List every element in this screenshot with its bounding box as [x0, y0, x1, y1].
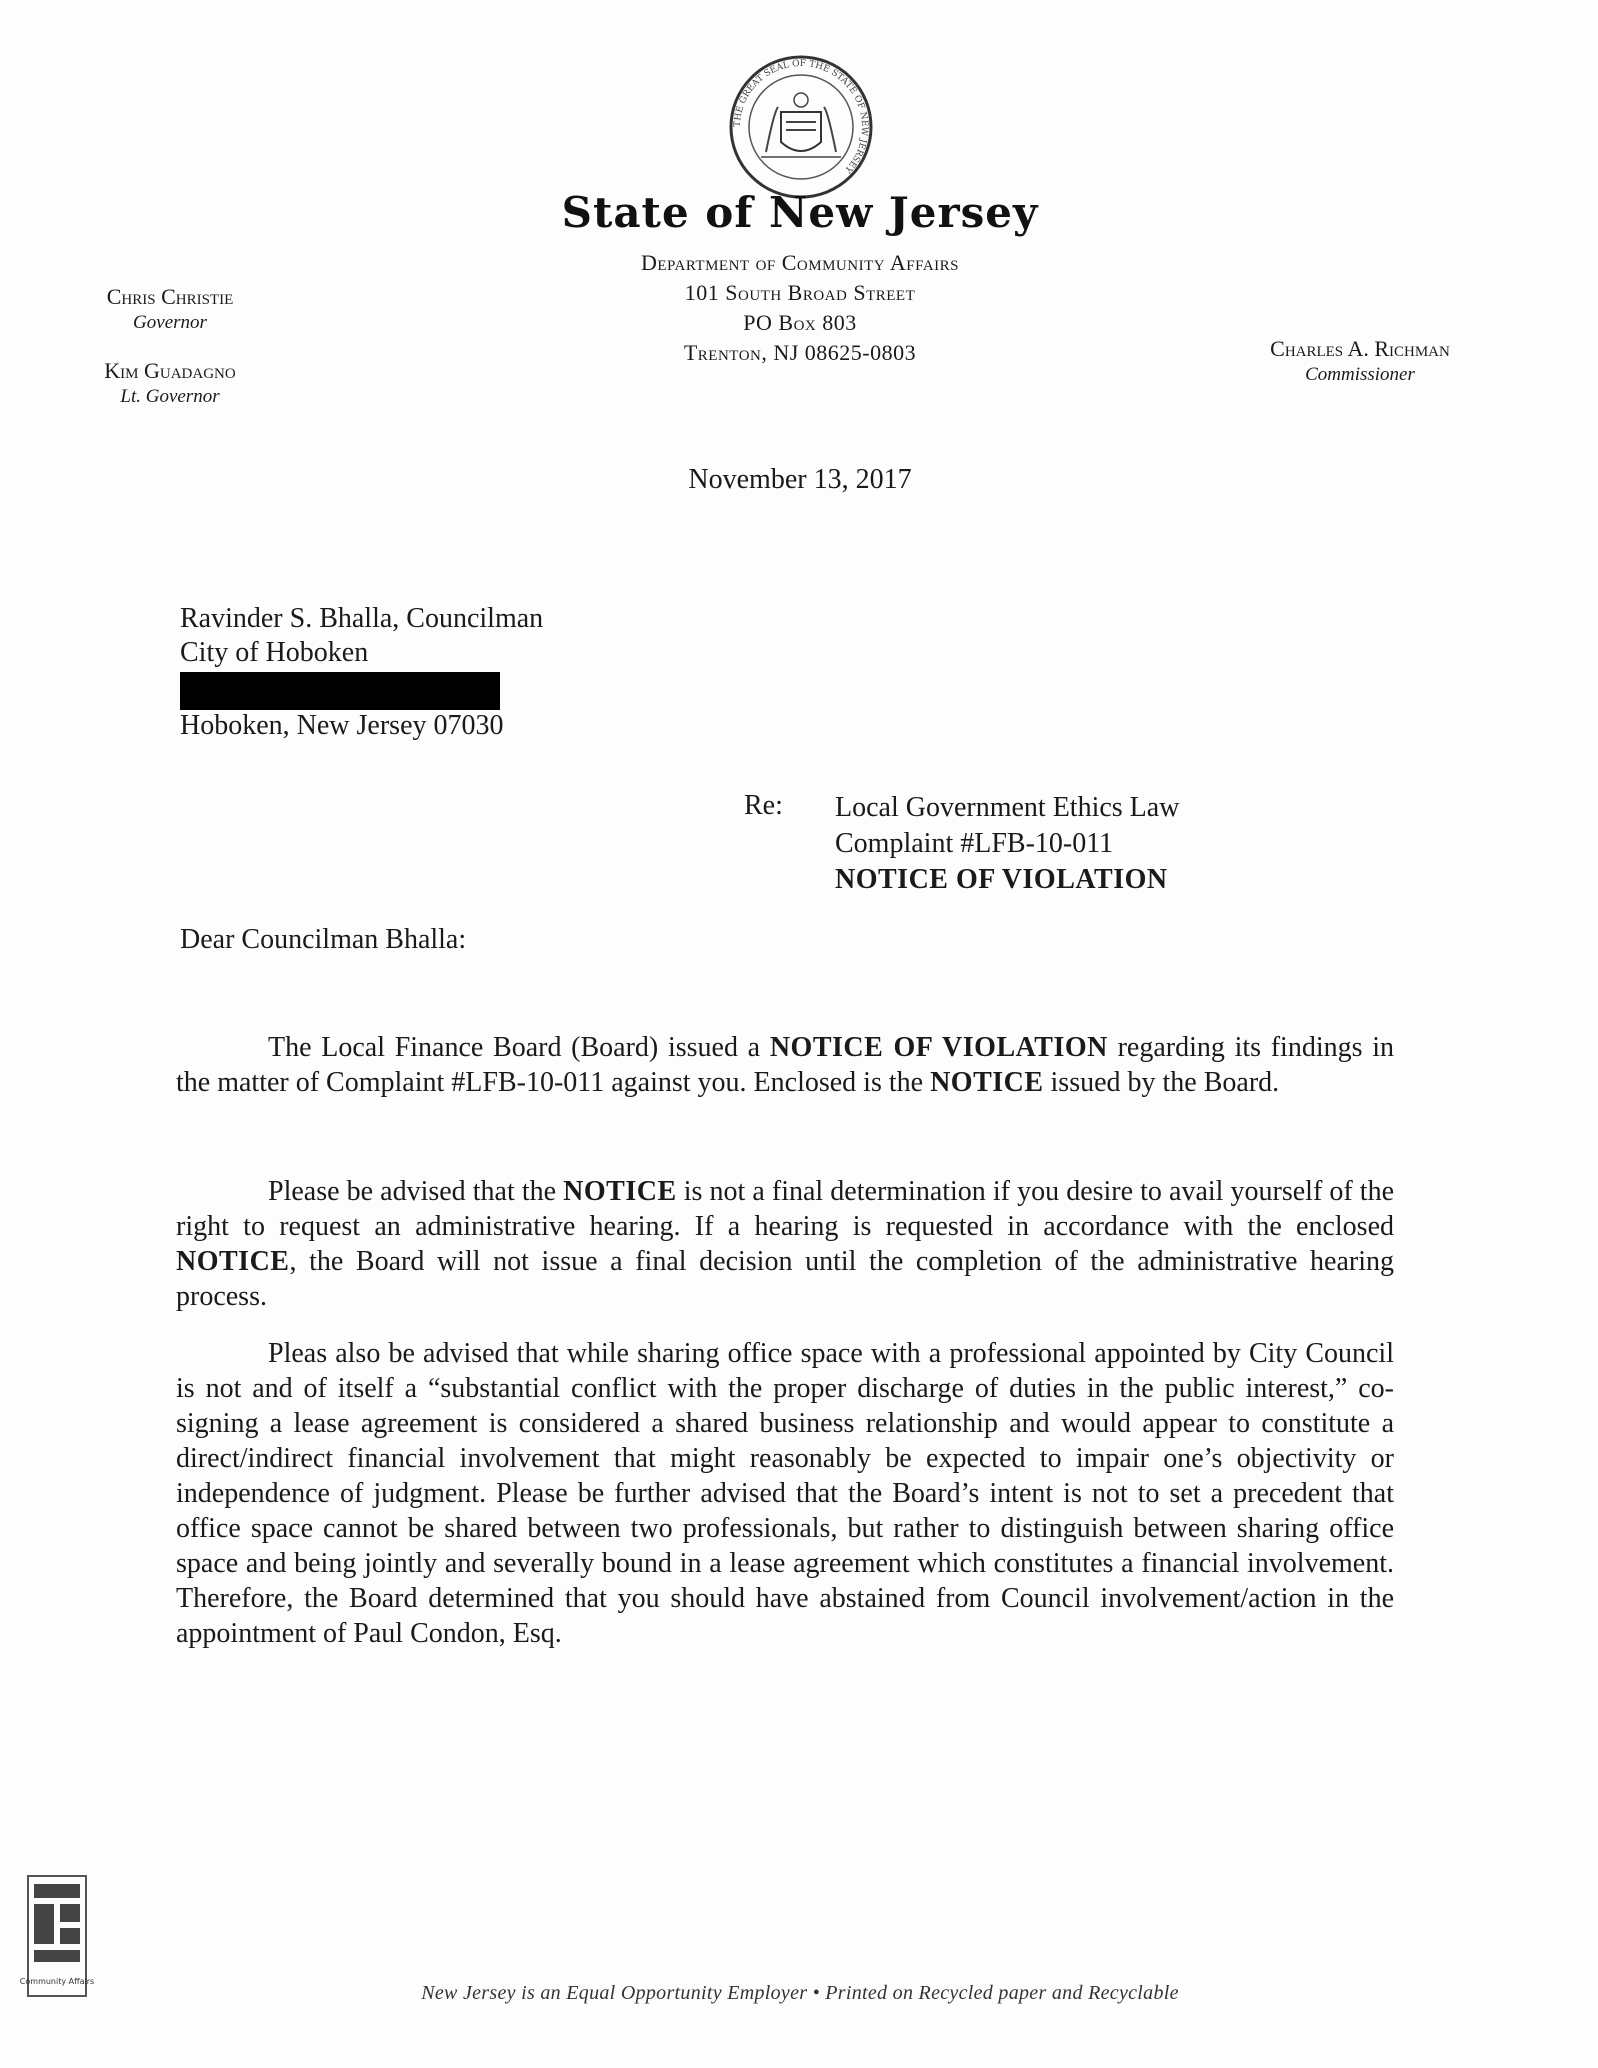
- salutation: Dear Councilman Bhalla:: [180, 924, 467, 955]
- p1-bold-notice-of-violation: NOTICE OF VIOLATION: [769, 1032, 1108, 1063]
- state-seal: [726, 52, 876, 202]
- p2-text-a: Please be advised that the: [268, 1176, 564, 1207]
- p2-text-c: is not a final determination if you desire to avail yourself of the right to request an administrative hearing. If a hearing is requested in accordance with the enclosed: [176, 1176, 1395, 1242]
- p1-text-c: regarding its findings in the matter of Complaint #LFB-10-011 against you. Enclosed is the: [176, 1032, 1395, 1098]
- p1-bold-notice: NOTICE: [930, 1067, 1044, 1098]
- governor-name: Chris Christie: [106, 284, 234, 309]
- body-paragraph-1: [176, 1030, 1394, 1100]
- body-paragraph-2: [176, 1174, 1394, 1314]
- governor-title: Governor: [133, 312, 207, 333]
- p1-text-e: issued by the Board.: [1043, 1067, 1280, 1098]
- lt-governor-block: [60, 358, 280, 410]
- seal-ring-text: THE GREAT SEAL OF THE STATE OF NEW JERSEY: [732, 58, 870, 175]
- department-address: [520, 248, 1080, 368]
- state-name: State of New Jersey: [561, 188, 1039, 237]
- recipient-city: City of Hoboken: [180, 637, 369, 668]
- logo-caption: Community Affairs: [19, 1977, 95, 1986]
- p2-bold-notice: NOTICE: [563, 1176, 677, 1207]
- subject-line-3: NOTICE OF VIOLATION: [835, 864, 1168, 895]
- department-name: Department of Community Affairs: [640, 250, 960, 275]
- recipient-name: Ravinder S. Bhalla, Councilman: [180, 603, 544, 634]
- redaction-bar: [180, 672, 500, 710]
- p3-text: Pleas also be advised that while sharing office space with a professional appointed by City Council is not and of itself a “substantial conflict with the proper discharge of duties in the public interest,” co-signing a lease agreement is considered a shared business relationship and would appear to constitute a direct/indirect financial involvement that might reasonably be expected to impair one’s objectivity or independence of judgment. Please be further advised that the Board’s intent is not to set a precedent that office space cannot be shared between two professionals, but rather to distinguish between sharing office space and being jointly and severally bound in a lease agreement which constitutes a financial involvement. Therefore, the Board determined that you should have abstained from Council involvement/action in the appointment of Paul Condon, Esq.: [176, 1338, 1394, 1649]
- po-box: PO Box 803: [743, 310, 857, 335]
- footer-note: New Jersey is an Equal Opportunity Employer • Printed on Recycled paper and Recyclable: [421, 1982, 1179, 2004]
- re-label: Re:: [744, 790, 783, 821]
- community-affairs-logo: [19, 1874, 95, 1998]
- subject-block: [835, 790, 1179, 898]
- p2-text-e: , the Board will not issue a final decision until the completion of the administrative hearing process.: [176, 1246, 1394, 1312]
- p1-text-a: The Local Finance Board (Board) issued a: [268, 1032, 770, 1063]
- commissioner-block: [1220, 336, 1500, 388]
- commissioner-name: Charles A. Richman: [1270, 336, 1450, 361]
- governor-block: [60, 284, 280, 336]
- recipient-address: [180, 602, 543, 670]
- body-paragraph-3: [176, 1336, 1394, 1651]
- street-address: 101 South Broad Street: [684, 280, 916, 305]
- lt-governor-name: Kim Guadagno: [104, 358, 236, 383]
- city-state-zip: Trenton, NJ 08625-0803: [683, 340, 917, 365]
- lt-governor-title: Lt. Governor: [120, 386, 220, 407]
- subject-line-2: Complaint #LFB-10-011: [835, 828, 1114, 859]
- subject-line-1: Local Government Ethics Law: [835, 792, 1180, 823]
- recipient-city-state-zip: Hoboken, New Jersey 07030: [180, 710, 504, 741]
- p2-bold-notice-2: NOTICE: [176, 1246, 290, 1277]
- letter-date: November 13, 2017: [688, 464, 912, 495]
- commissioner-title: Commissioner: [1305, 364, 1415, 385]
